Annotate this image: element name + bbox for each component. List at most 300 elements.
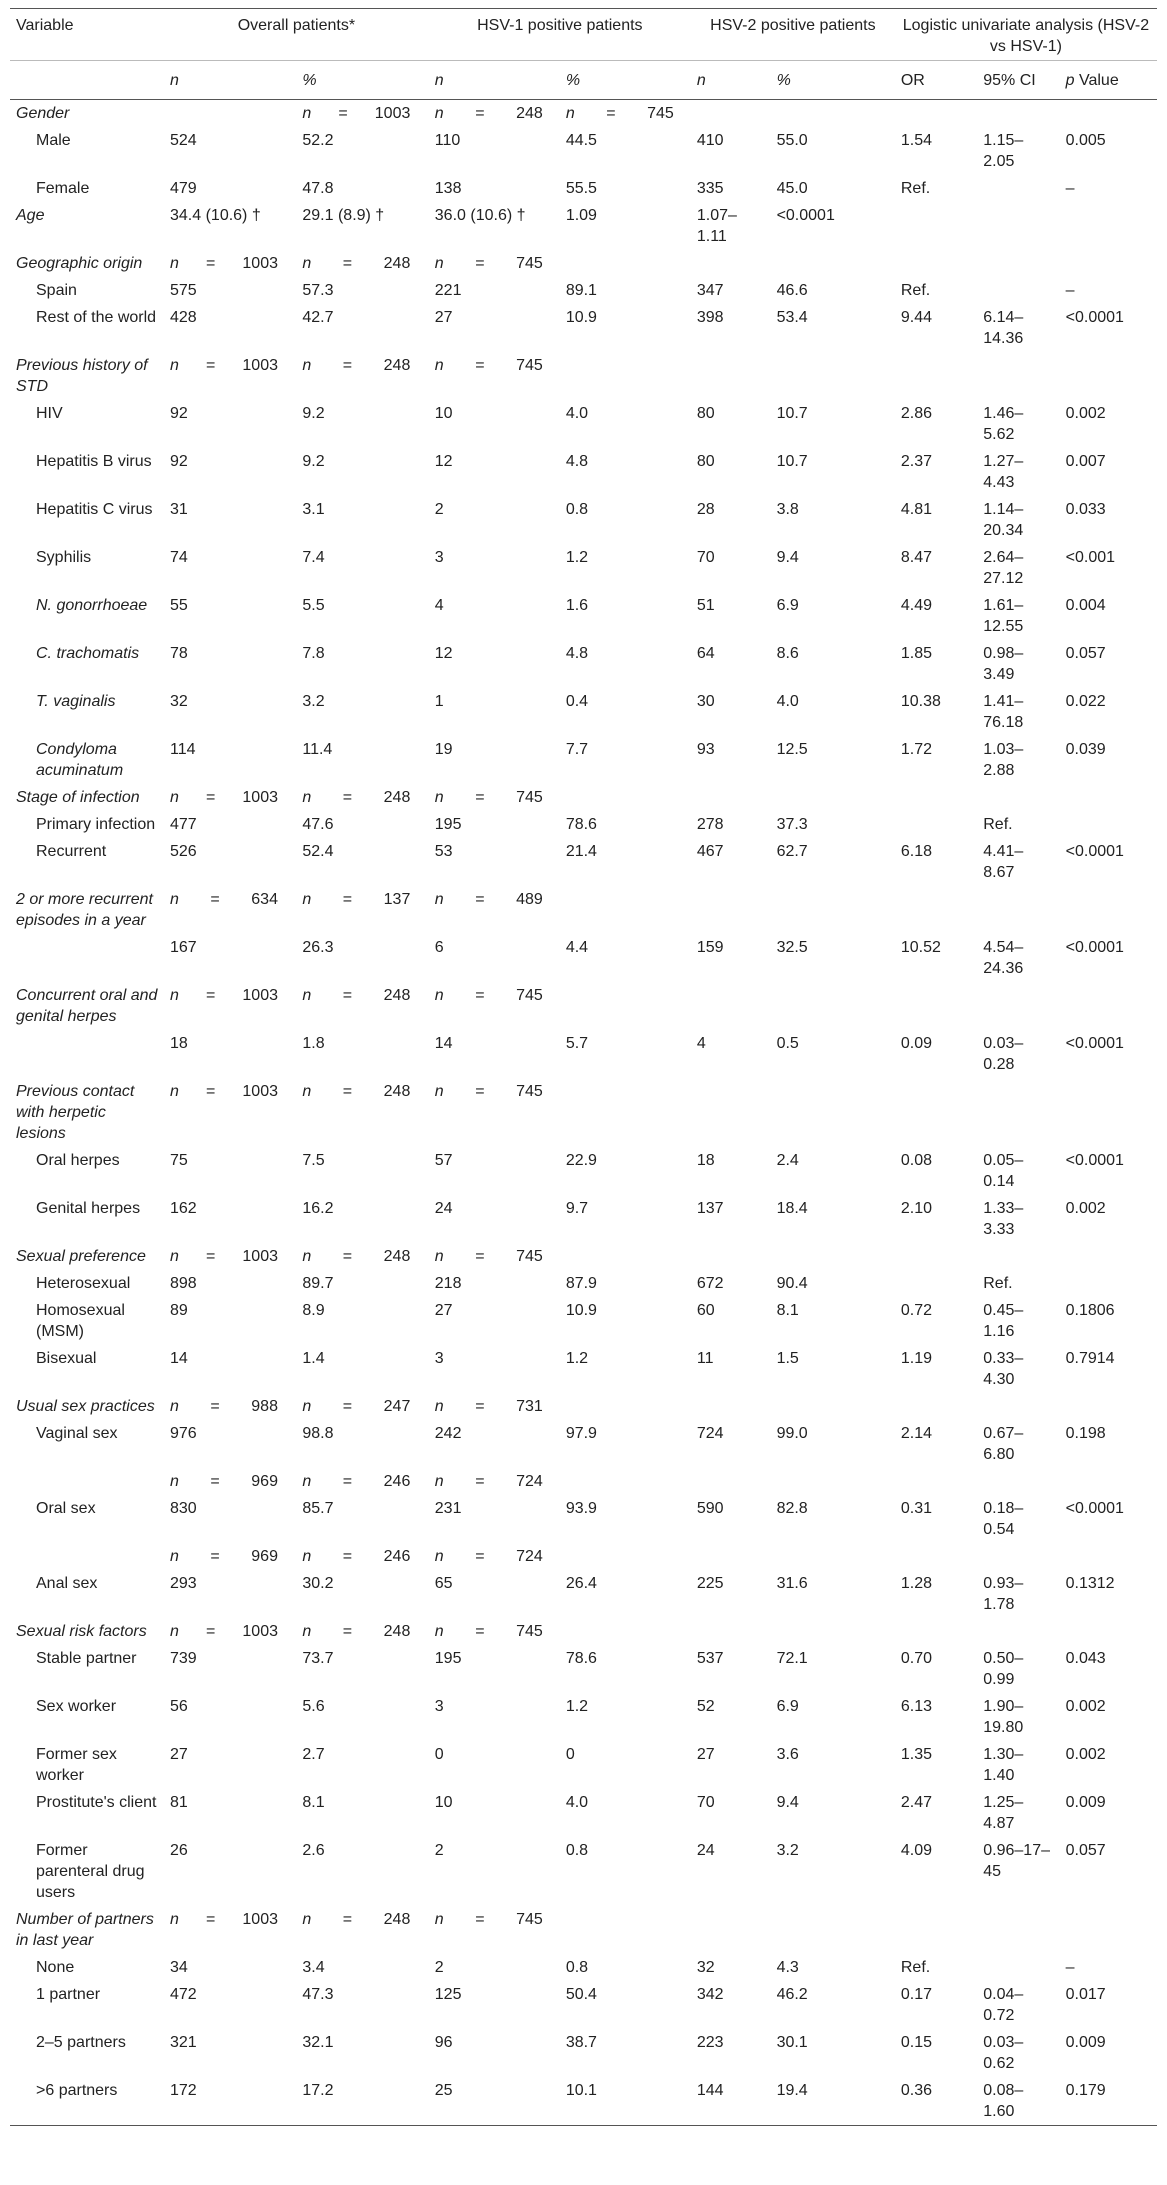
table-cell: 537 <box>696 1650 724 1667</box>
table-body <box>10 100 1157 2126</box>
table-cell: 0.002 <box>1065 1746 1106 1763</box>
table-cell: 472 <box>170 1986 197 2003</box>
table-cell: 162 <box>170 1200 197 1217</box>
n-total-cell <box>296 1618 428 1645</box>
table-cell <box>1060 1270 1157 1297</box>
n-total <box>170 1081 278 1102</box>
table-cell: 12.5 <box>776 741 808 758</box>
table-cell: 22.9 <box>565 1152 597 1169</box>
table-cell: 3.2 <box>302 693 325 710</box>
row-label: Male <box>36 132 71 149</box>
table-cell: 7.8 <box>302 645 325 662</box>
table-cell: 2 <box>434 501 444 518</box>
table-cell <box>691 1618 771 1645</box>
n-value: 248 <box>383 789 411 806</box>
table-cell: 6.9 <box>776 597 799 614</box>
n-total-cell <box>296 982 428 1030</box>
table-cell: 89.7 <box>302 1275 334 1292</box>
table-cell <box>771 1906 895 1954</box>
n-value: 745 <box>516 1083 543 1100</box>
row-label: Sexual risk factors <box>16 1623 147 1640</box>
table-cell: 1.27–4.43 <box>983 453 1024 491</box>
n-equals: = <box>475 987 485 1004</box>
n-value: 745 <box>516 789 543 806</box>
n-symbol: n <box>434 1548 444 1565</box>
row-label: Gender <box>16 105 70 122</box>
row-label: Homosexual (MSM) <box>36 1302 125 1340</box>
table-cell: 64 <box>696 645 715 662</box>
table-cell <box>977 1954 1059 1981</box>
table-cell <box>895 1393 977 1420</box>
n-total-cell <box>429 1078 560 1147</box>
table-cell: 80 <box>696 405 715 422</box>
table-cell <box>691 784 771 811</box>
n-total <box>302 1471 410 1492</box>
n-symbol: n <box>302 1623 312 1640</box>
table-cell: 110 <box>434 132 461 149</box>
table-row <box>10 2029 1157 2077</box>
table-cell: 52 <box>696 1698 715 1715</box>
table-cell: 1.8 <box>302 1035 325 1052</box>
table-cell: 231 <box>434 1500 462 1517</box>
table-cell: – <box>1065 1959 1075 1976</box>
table-cell: 0.039 <box>1065 741 1106 758</box>
n-value: 731 <box>516 1398 543 1415</box>
n-value: 988 <box>251 1398 278 1415</box>
n-total-cell <box>164 886 296 934</box>
table-row <box>10 2077 1157 2126</box>
table-cell: 0.96–17–45 <box>983 1842 1050 1880</box>
n-total <box>302 1546 410 1567</box>
table-cell <box>977 1468 1059 1495</box>
table-cell: 6.9 <box>776 1698 799 1715</box>
table-cell: 18 <box>696 1152 715 1169</box>
table-cell: 2.64–27.12 <box>983 549 1024 587</box>
table-cell: 70 <box>696 1794 715 1811</box>
table-cell: 8.47 <box>900 549 932 566</box>
n-value: 745 <box>516 255 543 272</box>
n-equals: = <box>205 1083 216 1100</box>
table-cell <box>1060 1543 1157 1570</box>
n-equals: = <box>210 1473 220 1490</box>
n-equals: = <box>475 1083 485 1100</box>
table-cell <box>560 352 691 400</box>
n-equals: = <box>210 891 220 908</box>
table-cell: 6.18 <box>900 843 932 860</box>
table-cell: 7.7 <box>565 741 589 758</box>
table-cell: 31.6 <box>776 1575 808 1592</box>
row-label: Age <box>16 207 45 224</box>
table-row <box>10 1543 1157 1570</box>
table-cell: 10.52 <box>900 939 941 956</box>
n-equals: = <box>475 1473 485 1490</box>
table-cell <box>771 784 895 811</box>
table-cell: 0.09 <box>900 1035 932 1052</box>
row-label: Usual sex practices <box>16 1398 155 1415</box>
row-label: >6 partners <box>10 2077 164 2126</box>
n-total <box>302 1909 410 1930</box>
table-cell: Ref. <box>983 1275 1013 1292</box>
n-value: 745 <box>516 987 543 1004</box>
table-cell: 225 <box>696 1575 724 1592</box>
n-total-cell <box>429 1243 560 1270</box>
n-total <box>566 103 674 124</box>
table-cell: 0.002 <box>1065 1698 1106 1715</box>
table-row-section <box>10 1618 1157 1645</box>
n-symbol: n <box>170 1911 179 1928</box>
table-cell: 0.15 <box>900 2034 932 2051</box>
table-row <box>10 448 1157 496</box>
table-row-section <box>10 784 1157 811</box>
n-equals: = <box>210 1548 220 1565</box>
table-cell <box>895 1270 977 1297</box>
table-cell: 526 <box>170 843 197 860</box>
table-cell: 9.7 <box>565 1200 589 1217</box>
table-cell: <0.0001 <box>1065 1035 1124 1052</box>
row-label: N. gonorrhoeae <box>36 597 148 614</box>
table-cell: 30.1 <box>776 2034 808 2051</box>
n-total-cell <box>560 100 691 128</box>
n-total <box>170 1471 278 1492</box>
table-cell <box>1060 1078 1157 1147</box>
row-label: Recurrent <box>36 843 107 860</box>
table-cell: 26.3 <box>302 939 334 956</box>
table-container <box>10 8 1157 2126</box>
table-cell: 3.1 <box>302 501 325 518</box>
table-cell: 2 <box>434 1959 444 1976</box>
row-label: Rest of the world <box>36 309 157 326</box>
header-value: Value <box>1074 72 1119 89</box>
table-cell: 4.54–24.36 <box>983 939 1024 977</box>
table-row <box>10 127 1157 175</box>
n-value: 634 <box>251 891 278 908</box>
table-row <box>10 1468 1157 1495</box>
n-symbol: n <box>170 1248 179 1265</box>
n-symbol: n <box>434 105 444 122</box>
table-cell: 9.2 <box>302 405 325 422</box>
table-row <box>10 1495 1157 1543</box>
n-value: 489 <box>516 891 543 908</box>
n-symbol: n <box>302 1398 312 1415</box>
n-total <box>302 1396 410 1417</box>
table-cell: 477 <box>170 816 197 833</box>
header-hsv1-n: n <box>429 61 560 100</box>
n-equals: = <box>338 105 348 122</box>
row-label: Former sex worker <box>36 1746 117 1784</box>
table-row-section <box>10 250 1157 277</box>
table-cell <box>771 1243 895 1270</box>
table-cell: 25 <box>429 2077 560 2126</box>
n-equals: = <box>475 1248 485 1265</box>
table-cell: 45.0 <box>776 180 808 197</box>
table-cell: 524 <box>170 132 197 149</box>
table-cell: 1.5 <box>776 1350 799 1367</box>
table-row <box>10 1270 1157 1297</box>
table-cell: 6.14–14.36 <box>983 309 1024 347</box>
table-cell: Ref. <box>900 1959 931 1976</box>
table-cell <box>895 1468 977 1495</box>
table-row <box>10 934 1157 982</box>
table-cell: 93 <box>696 741 715 758</box>
table-row <box>10 1645 1157 1693</box>
table-cell: <0.0001 <box>1065 939 1124 956</box>
table-cell: 7.4 <box>302 549 325 566</box>
table-cell: 4.0 <box>565 1794 589 1811</box>
table-cell <box>895 202 977 250</box>
table-cell: 1.2 <box>565 1350 589 1367</box>
table-cell: 21.4 <box>565 843 597 860</box>
table-cell: 0.8 <box>565 501 589 518</box>
table-cell: 30 <box>696 693 715 710</box>
table-cell <box>895 1543 977 1570</box>
n-equals: = <box>205 357 216 374</box>
n-value: 1003 <box>242 255 278 272</box>
table-cell <box>771 982 895 1030</box>
table-cell <box>691 100 771 128</box>
table-cell: 4.4 <box>565 939 589 956</box>
n-equals: = <box>606 105 616 122</box>
table-cell: 51 <box>696 597 715 614</box>
table-cell: 3.4 <box>302 1959 325 1976</box>
row-label: Oral sex <box>36 1500 96 1517</box>
n-value: 969 <box>251 1473 278 1490</box>
n-equals: = <box>205 789 216 806</box>
table-cell: 479 <box>170 180 197 197</box>
table-cell: 1.90–19.80 <box>983 1698 1024 1736</box>
table-cell: 75 <box>170 1152 188 1169</box>
table-cell: 5.7 <box>565 1035 589 1052</box>
n-equals: = <box>475 105 485 122</box>
table-cell: 34 <box>170 1959 188 1976</box>
table-cell: 1.15–2.05 <box>983 132 1024 170</box>
table-cell: 2 <box>434 1842 444 1859</box>
table-cell: Ref. <box>900 180 931 197</box>
table-cell <box>977 886 1059 934</box>
n-value: 248 <box>383 1248 411 1265</box>
table-cell: 6 <box>434 939 444 956</box>
table-cell: 55.5 <box>565 180 597 197</box>
row-label: 2 or more recurrent episodes in a year <box>16 891 153 929</box>
table-cell: 10.9 <box>565 1302 597 1319</box>
table-cell: 724 <box>696 1425 724 1442</box>
n-symbol: n <box>434 1398 444 1415</box>
n-equals: = <box>205 1248 216 1265</box>
n-value: 248 <box>383 1083 411 1100</box>
table-cell: 428 <box>170 309 197 326</box>
n-total <box>302 355 410 376</box>
table-cell: 3 <box>434 1698 444 1715</box>
n-equals: = <box>475 1623 485 1640</box>
n-equals: = <box>342 1911 353 1928</box>
n-symbol: n <box>434 1083 444 1100</box>
n-total <box>170 355 278 376</box>
n-value: 724 <box>516 1548 543 1565</box>
table-cell <box>977 277 1059 304</box>
n-total <box>170 1546 278 1567</box>
n-value: 137 <box>383 891 411 908</box>
table-cell <box>895 1243 977 1270</box>
row-label: Sex worker <box>36 1698 117 1715</box>
header-ci: 95% CI <box>977 61 1059 100</box>
n-total-cell <box>164 1468 296 1495</box>
n-total-cell <box>429 1618 560 1645</box>
table-cell: 27 <box>434 309 453 326</box>
table-cell: 65 <box>434 1575 453 1592</box>
table-cell <box>895 250 977 277</box>
table-cell: 30.2 <box>302 1575 334 1592</box>
table-cell <box>771 100 895 128</box>
table-cell: 9.4 <box>776 1794 799 1811</box>
table-cell: 0.5 <box>776 1035 799 1052</box>
table-cell: 32.1 <box>302 2034 334 2051</box>
table-cell: 12 <box>434 453 453 470</box>
n-equals: = <box>342 1083 353 1100</box>
table-cell: <0.0001 <box>1065 1500 1124 1517</box>
n-symbol: n <box>302 987 312 1004</box>
row-label: 1 partner <box>36 1986 101 2003</box>
table-cell: 9.44 <box>900 309 932 326</box>
table-cell: 46.6 <box>776 282 808 299</box>
n-total <box>435 1909 543 1930</box>
table-cell <box>977 100 1059 128</box>
table-cell: 575 <box>170 282 197 299</box>
table-cell: 1.33–3.33 <box>983 1200 1024 1238</box>
table-cell <box>1060 886 1157 934</box>
n-total <box>435 1246 543 1267</box>
table-cell: 0 <box>434 1746 444 1763</box>
table-cell: 47.3 <box>302 1986 334 2003</box>
table-cell <box>1060 982 1157 1030</box>
table-cell: 11.4 <box>302 741 333 758</box>
n-value: 246 <box>383 1548 411 1565</box>
table-cell: 0.08–1.60 <box>977 2077 1059 2126</box>
n-value: 248 <box>383 357 411 374</box>
table-cell: 2.4 <box>776 1152 799 1169</box>
table-cell: <0.0001 <box>1065 1152 1124 1169</box>
table-cell: 32 <box>170 693 188 710</box>
table-cell: 72.1 <box>776 1650 808 1667</box>
table-cell <box>771 352 895 400</box>
table-cell: 26.4 <box>565 1575 597 1592</box>
table-cell: 0.03–0.62 <box>983 2034 1024 2072</box>
n-equals: = <box>205 1911 216 1928</box>
table-cell: 0.45–1.16 <box>983 1302 1024 1340</box>
table-cell: 3.2 <box>776 1842 799 1859</box>
table-cell: 96 <box>434 2034 453 2051</box>
n-symbol: n <box>302 1911 312 1928</box>
table-cell: 12 <box>434 645 453 662</box>
table-cell: 24 <box>434 1200 453 1217</box>
row-label: Oral herpes <box>36 1152 120 1169</box>
table-cell: 97.9 <box>565 1425 597 1442</box>
table-cell: 6.13 <box>900 1698 932 1715</box>
n-total <box>435 1621 543 1642</box>
header-blank <box>10 61 164 100</box>
table-cell <box>691 982 771 1030</box>
table-row <box>10 640 1157 688</box>
table-cell: 10.7 <box>776 405 808 422</box>
table-cell: 0.198 <box>1065 1425 1106 1442</box>
table-row-section <box>10 202 1157 250</box>
n-total <box>170 787 278 808</box>
n-total <box>170 1396 278 1417</box>
n-symbol: n <box>434 1248 444 1265</box>
table-cell: 14 <box>170 1350 188 1367</box>
n-equals: = <box>475 1548 485 1565</box>
table-cell <box>771 1618 895 1645</box>
table-cell <box>977 1906 1059 1954</box>
table-cell: 8.1 <box>776 1302 799 1319</box>
header-overall: Overall patients* <box>164 9 429 61</box>
table-header <box>10 9 1157 100</box>
table-cell: 2.47 <box>900 1794 932 1811</box>
table-row <box>10 175 1157 202</box>
table-cell: 0.009 <box>1065 2034 1106 2051</box>
n-symbol: n <box>302 1248 312 1265</box>
table-cell <box>691 250 771 277</box>
n-total-cell <box>164 784 296 811</box>
table-cell <box>895 886 977 934</box>
table-cell: 55.0 <box>776 132 808 149</box>
n-total-cell <box>429 1906 560 1954</box>
table-cell: 0.004 <box>1065 597 1106 614</box>
table-cell: 4.0 <box>776 693 799 710</box>
table-cell: 52.4 <box>302 843 334 860</box>
table-cell: 92 <box>170 453 188 470</box>
table-cell: 87.9 <box>565 1275 597 1292</box>
n-equals: = <box>342 1548 353 1565</box>
table-cell: 2.37 <box>900 453 932 470</box>
table-cell <box>560 1543 691 1570</box>
n-symbol: n <box>434 987 444 1004</box>
n-symbol: n <box>302 1473 312 1490</box>
table-cell: 24 <box>696 1842 715 1859</box>
table-cell: 1.2 <box>565 549 589 566</box>
row-label <box>10 1030 164 1078</box>
n-total <box>170 1909 278 1930</box>
table-cell <box>771 1078 895 1147</box>
table-cell: 1.09 <box>565 207 597 224</box>
n-total-cell <box>296 1906 428 1954</box>
table-cell: 114 <box>170 741 196 758</box>
table-cell: 976 <box>170 1425 197 1442</box>
table-cell: 42.7 <box>302 309 334 326</box>
table-cell: 50.4 <box>565 1986 597 2003</box>
table-cell: 93.9 <box>565 1500 597 1517</box>
n-total <box>170 889 278 910</box>
n-total-cell <box>296 784 428 811</box>
n-total-cell <box>164 982 296 1030</box>
row-label: Syphilis <box>36 549 92 566</box>
table-cell: 1.61–12.55 <box>983 597 1024 635</box>
table-cell: 0.18–0.54 <box>983 1500 1024 1538</box>
table-cell: 7.5 <box>302 1152 325 1169</box>
n-symbol: n <box>170 255 179 272</box>
n-total <box>435 889 543 910</box>
table-cell: 0.7914 <box>1065 1350 1115 1367</box>
table-cell: 17.2 <box>296 2077 428 2126</box>
n-total <box>435 787 543 808</box>
table-cell: 4.49 <box>900 597 932 614</box>
table-cell: 4 <box>696 1035 706 1052</box>
row-label: Previous history of STD <box>16 357 148 395</box>
table-cell <box>895 352 977 400</box>
table-cell: 1.54 <box>900 132 932 149</box>
header-variable: Variable <box>10 9 164 61</box>
table-cell <box>560 886 691 934</box>
table-cell: 0.36 <box>895 2077 977 2126</box>
n-symbol: n <box>302 891 312 908</box>
